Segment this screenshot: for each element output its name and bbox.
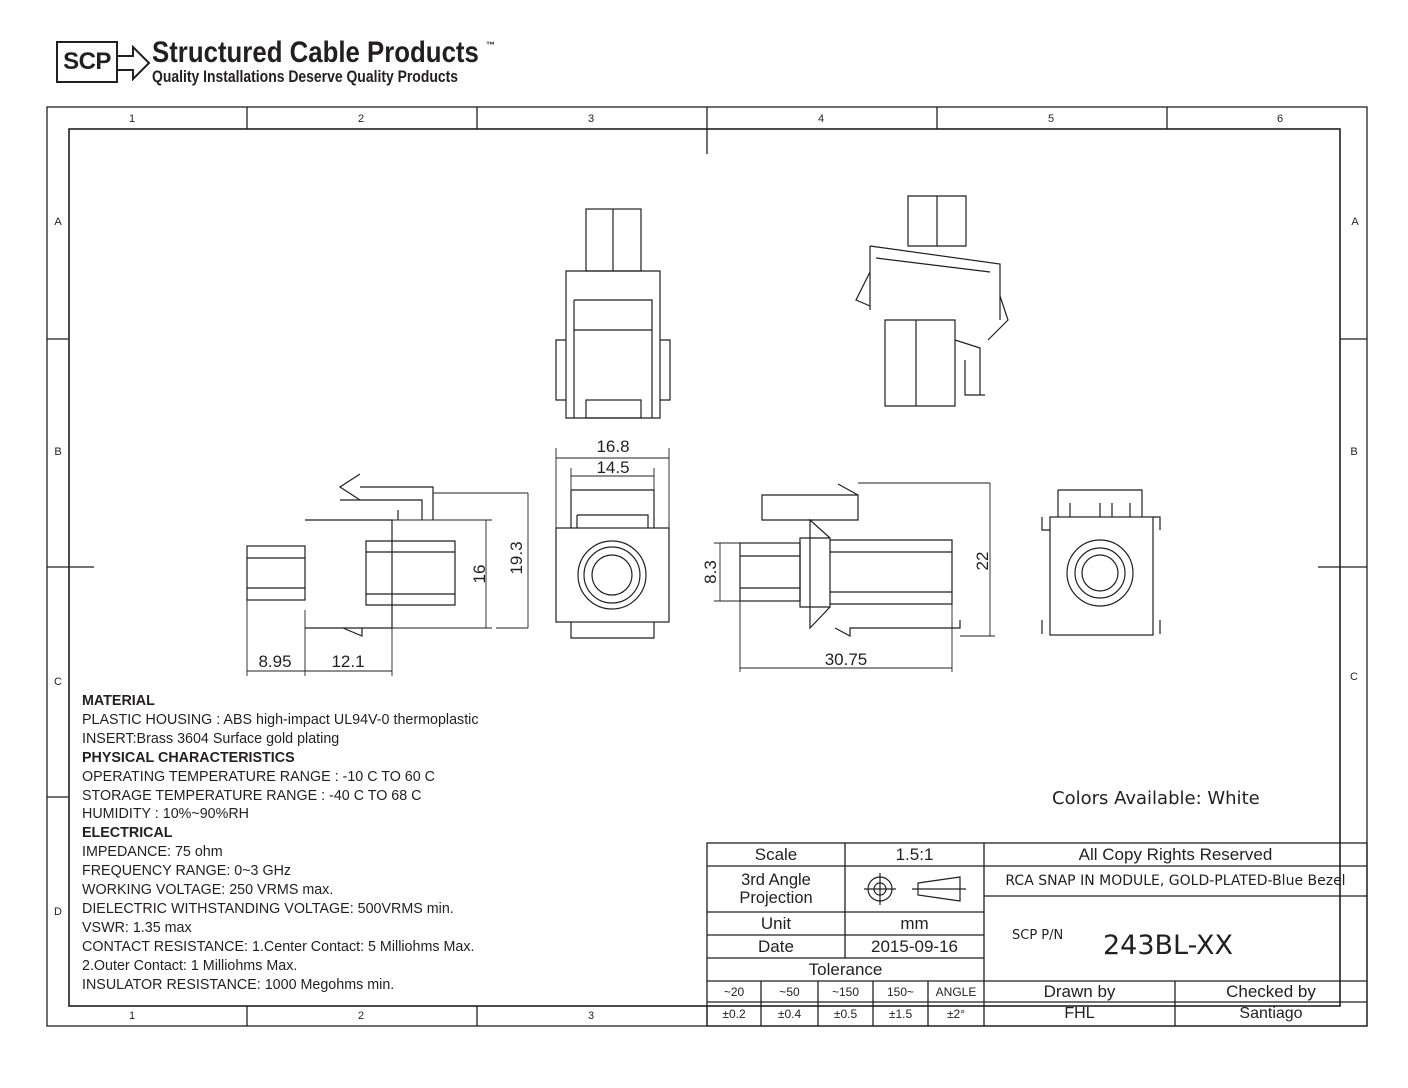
note-housing: PLASTIC HOUSING : ABS high-impact UL94V-0 thermoplastic: [82, 711, 479, 728]
dim-8-3: 8.3: [701, 560, 720, 584]
dim-16-8: 16.8: [596, 437, 630, 456]
note-storage-temp: STORAGE TEMPERATURE RANGE : -40 C TO 68 C: [82, 787, 422, 804]
zone-row-c-left: C: [54, 676, 62, 688]
company-name: Structured Cable Products: [152, 36, 479, 69]
note-contact-resistance: CONTACT RESISTANCE: 1.Center Contact: 5 Milliohms Max.: [82, 938, 475, 955]
copyright-notice: All Copy Rights Reserved: [1078, 844, 1273, 864]
zone-row-c-right: C: [1350, 671, 1358, 683]
part-number-label: SCP P/N: [1012, 928, 1064, 943]
specification-notes: [82, 692, 479, 995]
zone-col-2-top: 2: [357, 113, 365, 125]
third-angle-projection-icon: [864, 873, 966, 905]
date-value: 2015-09-16: [871, 936, 958, 956]
tolerance-value: ±0.5: [833, 1007, 858, 1021]
zone-col-4-top: 4: [817, 113, 825, 125]
side-view-left: [247, 474, 455, 636]
tolerance-value: ±1.5: [888, 1007, 913, 1021]
projection-line-1: 3rd Angle: [741, 871, 811, 889]
unit-value: mm: [900, 913, 929, 933]
dim-19-3: 19.3: [507, 541, 526, 575]
front-view-right: [1042, 490, 1160, 635]
zone-col-6-top: 6: [1276, 113, 1284, 125]
dim-16: 16: [470, 564, 489, 584]
part-number: 243BL-XX: [1103, 930, 1234, 961]
front-view-left: [556, 490, 669, 638]
zone-col-1-bottom: 1: [128, 1010, 136, 1022]
isometric-view: [856, 196, 1008, 406]
part-description: RCA SNAP IN MODULE, GOLD-PLATED-Blue Bezel: [1005, 873, 1346, 889]
company-tagline: Quality Installations Deserve Quality Products: [152, 67, 459, 86]
zone-col-1-top: 1: [128, 113, 136, 125]
tolerance-label: Tolerance: [808, 959, 883, 979]
projection-label: [707, 866, 845, 912]
dim-12-1: 12.1: [331, 652, 365, 671]
tolerance-value: ±0.4: [777, 1007, 802, 1021]
zone-col-3-bottom: 3: [587, 1010, 595, 1022]
tolerance-header: ~50: [779, 984, 800, 999]
note-insert: INSERT:Brass 3604 Surface gold plating: [82, 730, 340, 747]
electrical-heading: ELECTRICAL: [82, 825, 173, 842]
colors-available: Colors Available: White: [1052, 788, 1260, 809]
note-insulator: INSULATOR RESISTANCE: 1000 Megohms min.: [82, 976, 395, 993]
note-operating-temp: OPERATING TEMPERATURE RANGE : -10 C TO 60 C: [82, 768, 435, 785]
checked-by-label: Checked by: [1226, 981, 1316, 1001]
dim-22: 22: [973, 551, 992, 571]
note-vswr: VSWR: 1.35 max: [82, 919, 192, 936]
tolerance-header: ~150: [831, 984, 860, 999]
tolerance-value: ±0.2: [722, 1007, 746, 1021]
note-impedance: IMPEDANCE: 75 ohm: [82, 844, 223, 861]
projection-line-2: Projection: [739, 889, 813, 907]
zone-row-d-left: D: [54, 906, 62, 918]
physical-heading: PHYSICAL CHARACTERISTICS: [82, 749, 295, 766]
checked-by-value: Santiago: [1239, 1005, 1303, 1022]
scale-value: 1.5:1: [895, 844, 934, 864]
zone-col-5-top: 5: [1047, 113, 1055, 125]
drawn-by-value: FHL: [1064, 1005, 1095, 1022]
dim-30-75: 30.75: [824, 650, 868, 669]
zone-row-a-right: A: [1351, 216, 1359, 228]
drawn-by-label: Drawn by: [1043, 981, 1116, 1001]
logo-mark: SCP: [63, 48, 111, 75]
zone-row-b-left: B: [54, 446, 62, 458]
dim-8-95: 8.95: [258, 652, 292, 671]
tolerance-header: ~20: [723, 984, 745, 999]
tolerance-value: ±2°: [946, 1007, 966, 1021]
zone-col-2-bottom: 2: [357, 1010, 365, 1022]
tolerance-header: ANGLE: [935, 984, 977, 999]
zone-row-a-left: A: [54, 216, 62, 228]
dim-14-5: 14.5: [596, 458, 630, 477]
note-humidity: HUMIDITY : 10%~90%RH: [82, 806, 249, 823]
side-view-right: [740, 484, 960, 636]
date-label: Date: [758, 936, 794, 956]
tolerance-header: 150~: [886, 984, 915, 999]
zone-row-b-right: B: [1350, 446, 1358, 458]
top-view: [556, 209, 670, 418]
unit-label: Unit: [760, 913, 792, 933]
trademark-symbol: ™: [486, 40, 495, 50]
note-frequency: FREQUENCY RANGE: 0~3 GHz: [82, 863, 292, 880]
note-working-voltage: WORKING VOLTAGE: 250 VRMS max.: [82, 882, 334, 899]
zone-col-3-top: 3: [587, 113, 595, 125]
scale-label: Scale: [754, 844, 798, 864]
note-outer-contact: 2.Outer Contact: 1 Milliohms Max.: [82, 957, 298, 974]
material-heading: MATERIAL: [82, 693, 155, 709]
note-dielectric: DIELECTRIC WITHSTANDING VOLTAGE: 500VRMS min.: [82, 900, 454, 917]
